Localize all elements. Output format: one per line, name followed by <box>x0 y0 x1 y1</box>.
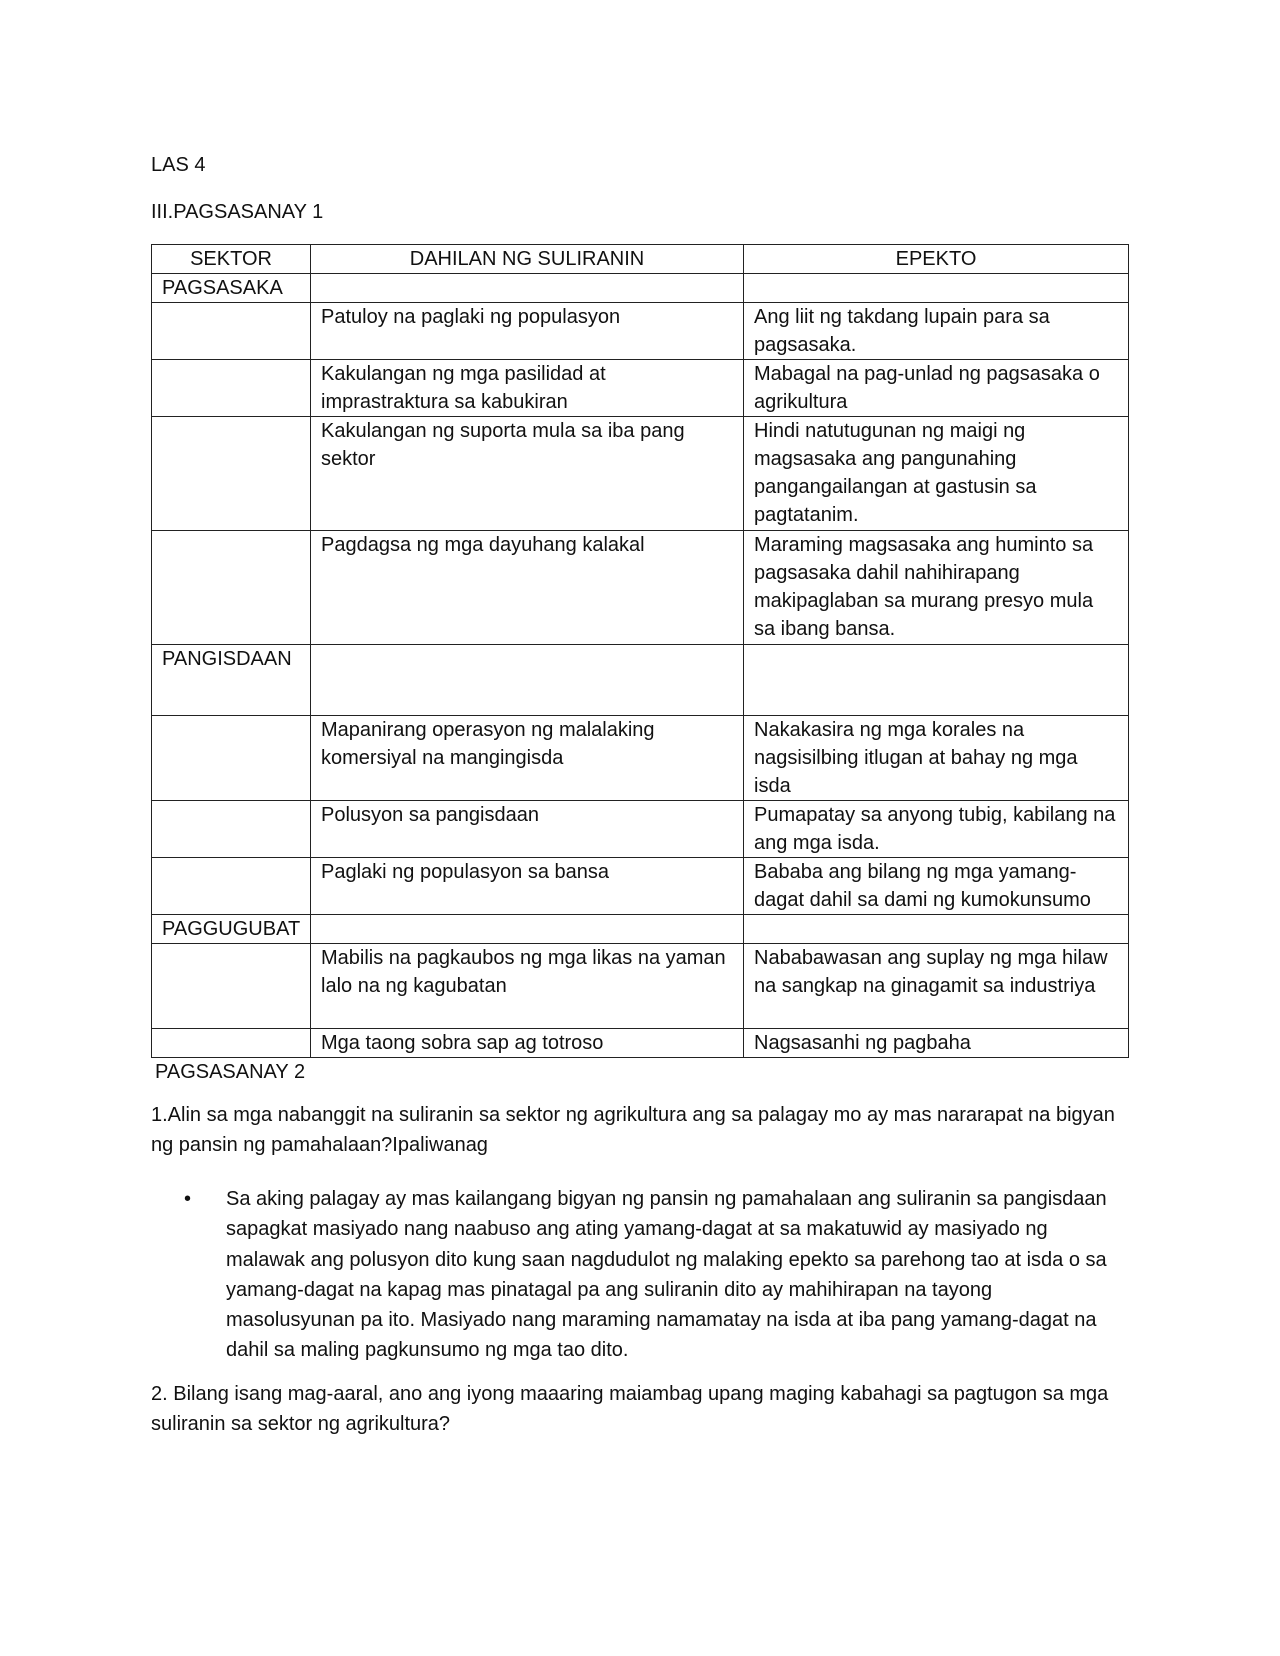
cell-epekto <box>744 645 1129 716</box>
cell-sektor <box>152 417 311 531</box>
cell-epekto: Ang liit ng takdang lupain para sa pagsasaka. <box>744 303 1129 360</box>
cell-dahilan: Paglaki ng populasyon sa bansa <box>311 858 744 915</box>
header-sektor: SEKTOR <box>152 245 311 274</box>
table-row <box>152 915 1129 944</box>
cell-sektor: PANGISDAAN <box>152 645 311 716</box>
cell-dahilan <box>311 645 744 716</box>
cell-epekto <box>744 915 1129 944</box>
cell-sektor <box>152 944 311 1029</box>
bullet-marker: • <box>184 1188 192 1210</box>
cell-sektor <box>152 801 311 858</box>
cell-sektor <box>152 360 311 417</box>
cell-epekto: Nababawasan ang suplay ng mga hilaw na sangkap na ginagamit sa industriya <box>744 944 1129 1029</box>
cell-epekto: Mabagal na pag-unlad ng pagsasaka o agrikultura <box>744 360 1129 417</box>
answer-1-text: Sa aking palagay ay mas kailangang bigyan ng pansin ng pamahalaan ang suliranin sa pangisdaan sapagkat masiyado nang naabuso ang ating yamang-dagat at sa makatuwid ay masiyado ng malawak ang polusyon dito kung saan nagdudulot ng malaking epekto sa parehong tao at isda o sa yamang-dagat na kapag mas pinatagal pa ang suliranin dito ay mahihirapan na tayong masolusyunan pa ito. Masiyado nang maraming namamatay na isda at iba pang yamang-dagat na dahil sa maling pagkunsumo ng mga tao dito. <box>226 1188 1107 1362</box>
table-row <box>152 944 1129 1029</box>
suliranin-table <box>151 244 1129 1058</box>
cell-sektor <box>152 303 311 360</box>
cell-sektor <box>152 716 311 801</box>
header-epekto: EPEKTO <box>744 245 1129 274</box>
cell-epekto: Nakakasira ng mga korales na nagsisilbing itlugan at bahay ng mga isda <box>744 716 1129 801</box>
table-row <box>152 531 1129 645</box>
cell-epekto: Hindi natutugunan ng maigi ng magsasaka ang pangunahing pangangailangan at gastusin sa pagtatanim. <box>744 417 1129 531</box>
section-heading-pagsasanay-1: III.PAGSASANAY 1 <box>151 201 324 223</box>
cell-epekto <box>744 274 1129 303</box>
cell-epekto: Bababa ang bilang ng mga yamang-dagat dahil sa dami ng kumokunsumo <box>744 858 1129 915</box>
table-row <box>152 858 1129 915</box>
header-dahilan: DAHILAN NG SULIRANIN <box>311 245 744 274</box>
cell-dahilan: Patuloy na paglaki ng populasyon <box>311 303 744 360</box>
cell-dahilan: Mapanirang operasyon ng malalaking komersiyal na mangingisda <box>311 716 744 801</box>
table-row <box>152 360 1129 417</box>
table-row <box>152 417 1129 531</box>
cell-dahilan: Kakulangan ng suporta mula sa iba pang sektor <box>311 417 744 531</box>
cell-epekto: Pumapatay sa anyong tubig, kabilang na ang mga isda. <box>744 801 1129 858</box>
cell-sektor: PAGGUGUBAT <box>152 915 311 944</box>
table-row <box>152 801 1129 858</box>
cell-epekto: Maraming magsasaka ang huminto sa pagsasaka dahil nahihirapang makipaglaban sa murang presyo mula sa ibang bansa. <box>744 531 1129 645</box>
section-heading-pagsasanay-2: PAGSASANAY 2 <box>155 1061 306 1083</box>
table-row <box>152 1029 1129 1058</box>
cell-dahilan: Pagdagsa ng mga dayuhang kalakal <box>311 531 744 645</box>
cell-sektor <box>152 531 311 645</box>
question-1: 1.Alin sa mga nabanggit na suliranin sa sektor ng agrikultura ang sa palagay mo ay mas nararapat na bigyan ng pansin ng pamahalaan?Ipaliwanag <box>151 1104 1115 1156</box>
cell-dahilan: Polusyon sa pangisdaan <box>311 801 744 858</box>
table-row <box>152 716 1129 801</box>
cell-sektor: PAGSASAKA <box>152 274 311 303</box>
document-title: LAS 4 <box>151 154 206 176</box>
cell-sektor <box>152 1029 311 1058</box>
cell-epekto: Nagsasanhi ng pagbaha <box>744 1029 1129 1058</box>
cell-dahilan: Mabilis na pagkaubos ng mga likas na yaman lalo na ng kagubatan <box>311 944 744 1029</box>
question-2: 2. Bilang isang mag-aaral, ano ang iyong maaaring maiambag upang maging kabahagi sa pagtugon sa mga suliranin sa sektor ng agrikultura? <box>151 1383 1109 1435</box>
table-row <box>152 645 1129 716</box>
table-row <box>152 274 1129 303</box>
cell-dahilan <box>311 274 744 303</box>
cell-dahilan: Kakulangan ng mga pasilidad at imprastraktura sa kabukiran <box>311 360 744 417</box>
table-header-row <box>152 245 1129 274</box>
cell-dahilan: Mga taong sobra sap ag totroso <box>311 1029 744 1058</box>
cell-sektor <box>152 858 311 915</box>
cell-dahilan <box>311 915 744 944</box>
table-row <box>152 303 1129 360</box>
